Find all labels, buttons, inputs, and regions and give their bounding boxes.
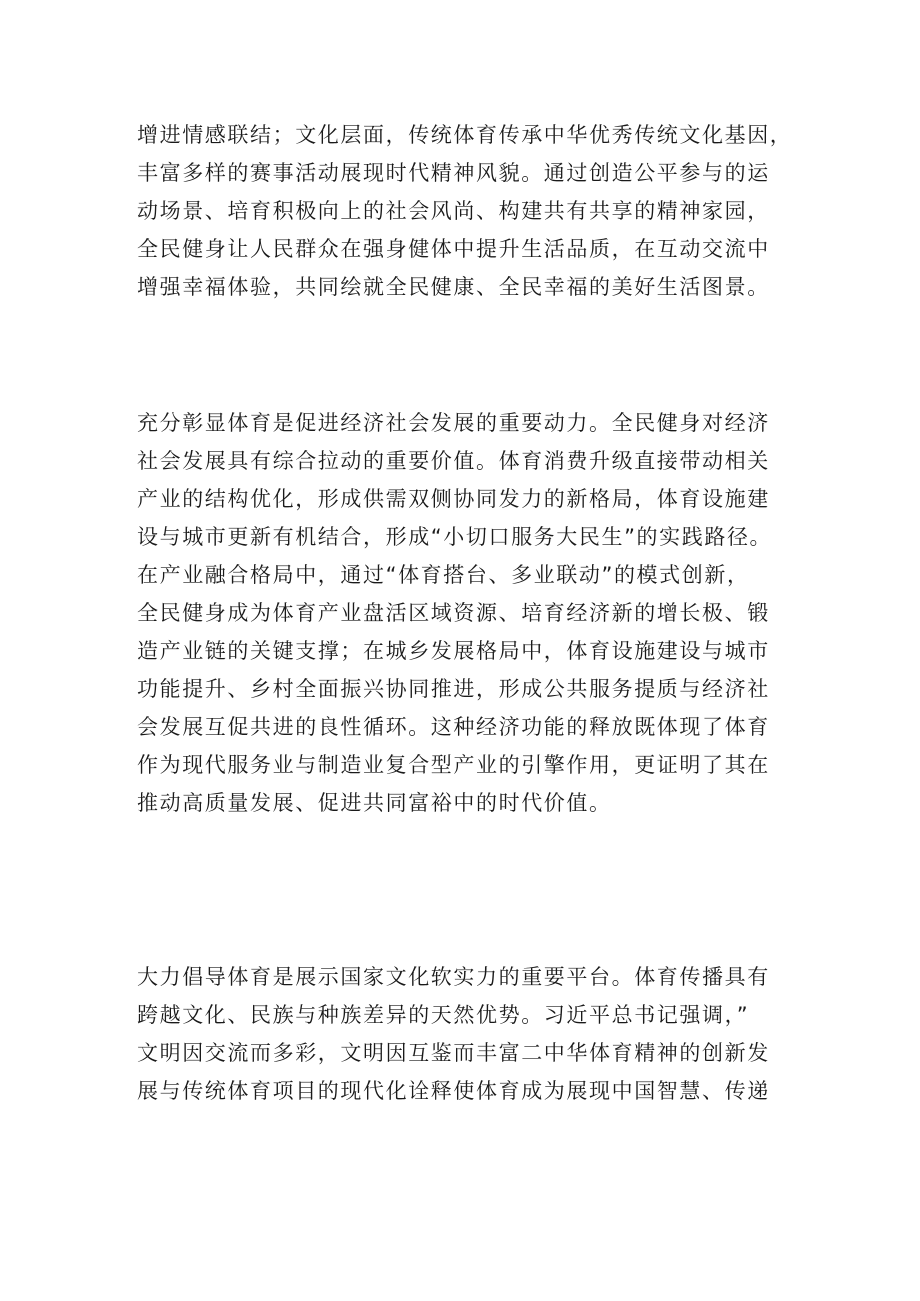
text-line: 全民健身让人民群众在强身健体中提升生活品质，在互动交流中 <box>137 237 770 261</box>
text-line: 展与传统体育项目的现代化诠释使体育成为展现中国智慧、传递 <box>137 1079 770 1103</box>
paragraph-emotional-cultural <box>137 116 797 306</box>
text-line: 充分彰显体育是促进经济社会发展的重要动力。全民健身对经济 <box>137 411 770 435</box>
text-line: 作为现代服务业与制造业复合型产业的引擎作用，更证明了其在 <box>137 753 770 777</box>
text-line: 大力倡导体育是展示国家文化软实力的重要平台。体育传播具有 <box>137 965 770 989</box>
text-line: 丰富多样的赛事活动展现时代精神风貌。通过创造公平参与的运 <box>137 161 770 185</box>
text-line: 产业的结构优化，形成供需双侧协同发力的新格局，体育设施建 <box>137 487 770 511</box>
text-line: 动场景、培育积极向上的社会风尚、构建共有共享的精神家园， <box>137 199 770 223</box>
text-line: 造产业链的关键支撑；在城乡发展格局中，体育设施建设与城市 <box>137 639 770 663</box>
text-line: 设与城市更新有机结合，形成“小切口服务大民生”的实践路径。 <box>137 525 773 549</box>
text-line: 会发展互促共进的良性循环。这种经济功能的释放既体现了体育 <box>137 715 770 739</box>
text-line: 全民健身成为体育产业盘活区域资源、培育经济新的增长极、锻 <box>137 601 770 625</box>
text-line: 增强幸福体验，共同绘就全民健康、全民幸福的美好生活图景。 <box>137 275 770 299</box>
text-line: 功能提升、乡村全面振兴协同推进，形成公共服务提质与经济社 <box>137 677 770 701</box>
paragraph-economic-development <box>137 404 797 822</box>
text-line: 在产业融合格局中，通过“体育搭台、多业联动”的模式创新， <box>137 563 750 587</box>
text-line: 文明因交流而多彩，文明因互鉴而丰富二中华体育精神的创新发 <box>137 1041 770 1065</box>
text-line: 推动高质量发展、促进共同富裕中的时代价值。 <box>137 791 612 815</box>
text-line: 增进情感联结；文化层面，传统体育传承中华优秀传统文化基因， <box>137 123 793 147</box>
text-line: 跨越文化、民族与种族差异的天然优势。习近平总书记强调，” <box>137 1003 750 1027</box>
text-line: 社会发展具有综合拉动的重要价值。体育消费升级直接带动相关 <box>137 449 770 473</box>
paragraph-cultural-soft-power <box>137 958 797 1110</box>
